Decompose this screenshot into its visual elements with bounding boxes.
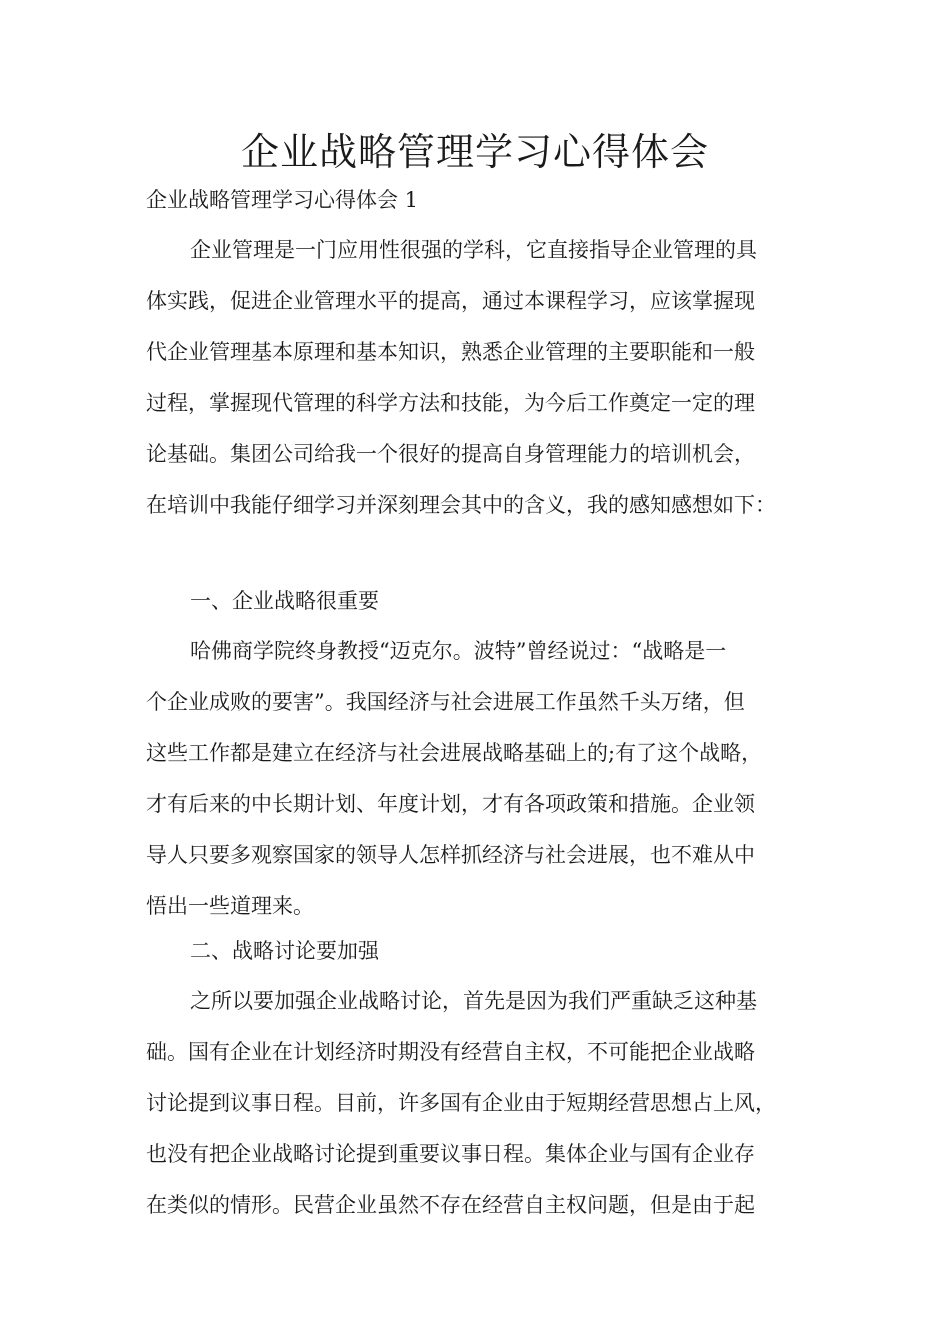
text-line: 才有后来的中长期计划、年度计划，才有各项政策和措施。企业领: [146, 792, 755, 816]
text-line: 悟出一些道理来。: [146, 894, 314, 918]
text-line: 在培训中我能仔细学习并深刻理会其中的含义，我的感知感想如下：: [146, 493, 776, 517]
text-line: 讨论提到议事日程。目前，许多国有企业由于短期经营思想占上风，: [146, 1091, 776, 1115]
text-line: 论基础。集团公司给我一个很好的提高自身管理能力的培训机会，: [146, 442, 755, 466]
text-line: 在类似的情形。民营企业虽然不存在经营自主权问题，但是由于起: [146, 1193, 755, 1217]
text-line: 体实践，促进企业管理水平的提高，通过本课程学习，应该掌握现: [146, 289, 755, 313]
section-heading: 二、战略讨论要加强: [190, 939, 379, 963]
section-heading: 一、企业战略很重要: [190, 589, 379, 613]
text-line: 代企业管理基本原理和基本知识，熟悉企业管理的主要职能和一般: [146, 340, 755, 364]
text-line: 这些工作都是建立在经济与社会进展战略基础上的;有了这个战略，: [146, 741, 763, 765]
text-line: 哈佛商学院终身教授“迈克尔。波特”曾经说过：“战略是一: [190, 639, 727, 663]
text-line: 个企业成败的要害”。我国经济与社会进展工作虽然千头万绪，但: [146, 690, 745, 714]
text-line: 础。国有企业在计划经济时期没有经营自主权，不可能把企业战略: [146, 1040, 755, 1064]
text-line: 企业管理是一门应用性很强的学科，它直接指导企业管理的具: [190, 238, 757, 262]
text-line: 导人只要多观察国家的领导人怎样抓经济与社会进展，也不难从中: [146, 843, 755, 867]
document-subtitle: 企业战略管理学习心得体会 1: [146, 188, 419, 212]
text-line: 也没有把企业战略讨论提到重要议事日程。集体企业与国有企业存: [146, 1142, 755, 1166]
text-line: 之所以要加强企业战略讨论，首先是因为我们严重缺乏这种基: [190, 989, 757, 1013]
document-title: 企业战略管理学习心得体会: [240, 130, 709, 174]
text-line: 过程，掌握现代管理的科学方法和技能，为今后工作奠定一定的理: [146, 391, 755, 415]
